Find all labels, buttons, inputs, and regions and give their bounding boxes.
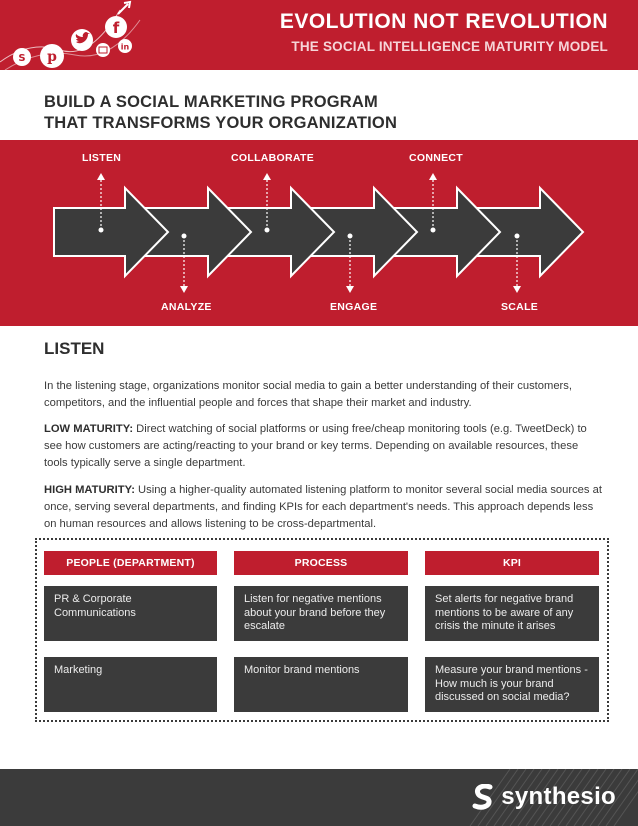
table-cell: Measure your brand mentions - How much is your brand discussed on social media? — [425, 657, 599, 712]
svg-text:in: in — [120, 42, 130, 52]
facebook-icon — [105, 16, 127, 38]
high-maturity-label: HIGH MATURITY: — [44, 484, 135, 496]
column-header-process: PROCESS — [234, 551, 408, 575]
synthesio-logo-text: synthesio — [501, 783, 616, 810]
table-cell: Monitor brand mentions — [234, 657, 408, 712]
listen-node — [99, 228, 104, 233]
svg-text:f: f — [112, 19, 120, 37]
stage-label-analyze: ANALYZE — [161, 301, 212, 313]
high-maturity-paragraph — [44, 482, 604, 533]
svg-text:S: S — [18, 53, 26, 64]
column-header-people: PEOPLE (DEPARTMENT) — [44, 551, 217, 575]
header-title: EVOLUTION NOT REVOLUTION — [279, 10, 608, 33]
stumbleupon-icon — [13, 48, 31, 66]
connect-node — [431, 228, 436, 233]
linkedin-icon — [118, 39, 132, 53]
stage-label-scale: SCALE — [501, 301, 539, 313]
header-subtitle: THE SOCIAL INTELLIGENCE MATURITY MODEL — [291, 39, 608, 54]
stage-label-listen: LISTEN — [82, 152, 122, 164]
social-icons-cluster — [0, 0, 150, 70]
table-cell: Marketing — [44, 657, 217, 712]
high-maturity-text: Using a higher-quality automated listening platform to monitor several social media sources at once, serving several departments, and finding KPIs for each department's needs. This approach depends less on human resources and allows listening to be cross-departmental. — [44, 484, 602, 530]
arrow-down-icon — [513, 286, 521, 293]
listen-intro-paragraph: In the listening stage, organizations monitor social media to gain a better understanding of their customers, competitors, and the influential people and forces that shape their market and industry. — [44, 380, 572, 409]
stage-label-collaborate: COLLABORATE — [231, 152, 315, 164]
arrow-down-icon — [180, 286, 188, 293]
column-header-kpi: KPI — [425, 551, 599, 575]
low-maturity-paragraph — [44, 421, 604, 472]
low-maturity-label: LOW MATURITY: — [44, 423, 134, 435]
arrow-up-icon — [97, 173, 105, 180]
main-heading-line-1: BUILD A SOCIAL MARKETING PROGRAM — [44, 93, 378, 111]
synthesio-logo-icon — [472, 784, 496, 810]
collaborate-node — [265, 228, 270, 233]
process-arrow-1 — [54, 188, 168, 276]
main-heading — [44, 92, 604, 134]
synthesio-logo — [472, 783, 616, 811]
pinterest-icon — [40, 44, 64, 68]
main-heading-line-2: THAT TRANSFORMS YOUR ORGANIZATION — [44, 114, 398, 132]
arrow-icon — [118, 2, 130, 14]
low-maturity-text: Direct watching of social platforms or using free/cheap monitoring tools (e.g. TweetDeck) to see how customers are acting/reacting to your brand or key terms. Depending on available resources, these tools typically serve a single department. — [44, 423, 587, 469]
stage-label-engage: ENGAGE — [330, 301, 378, 313]
twitter-icon — [71, 29, 93, 51]
table-cell: Listen for negative mentions about your brand before they escalate — [234, 586, 408, 641]
arrow-down-icon — [346, 286, 354, 293]
process-arrows-diagram — [0, 140, 638, 326]
table-cell: Set alerts for negative brand mentions to be aware of any crisis the minute it arises — [425, 586, 599, 641]
analyze-node — [182, 234, 187, 239]
section-title-listen: LISTEN — [44, 339, 105, 358]
svg-text:p: p — [47, 49, 57, 65]
table-cell: PR & Corporate Communications — [44, 586, 217, 641]
engage-node — [348, 234, 353, 239]
arrow-up-icon — [429, 173, 437, 180]
stage-label-connect: CONNECT — [409, 152, 464, 164]
scale-node — [515, 234, 520, 239]
process-band — [0, 140, 638, 326]
arrow-up-icon — [263, 173, 271, 180]
email-icon — [96, 43, 110, 57]
footer-bar — [0, 769, 638, 826]
header-banner — [0, 0, 638, 70]
